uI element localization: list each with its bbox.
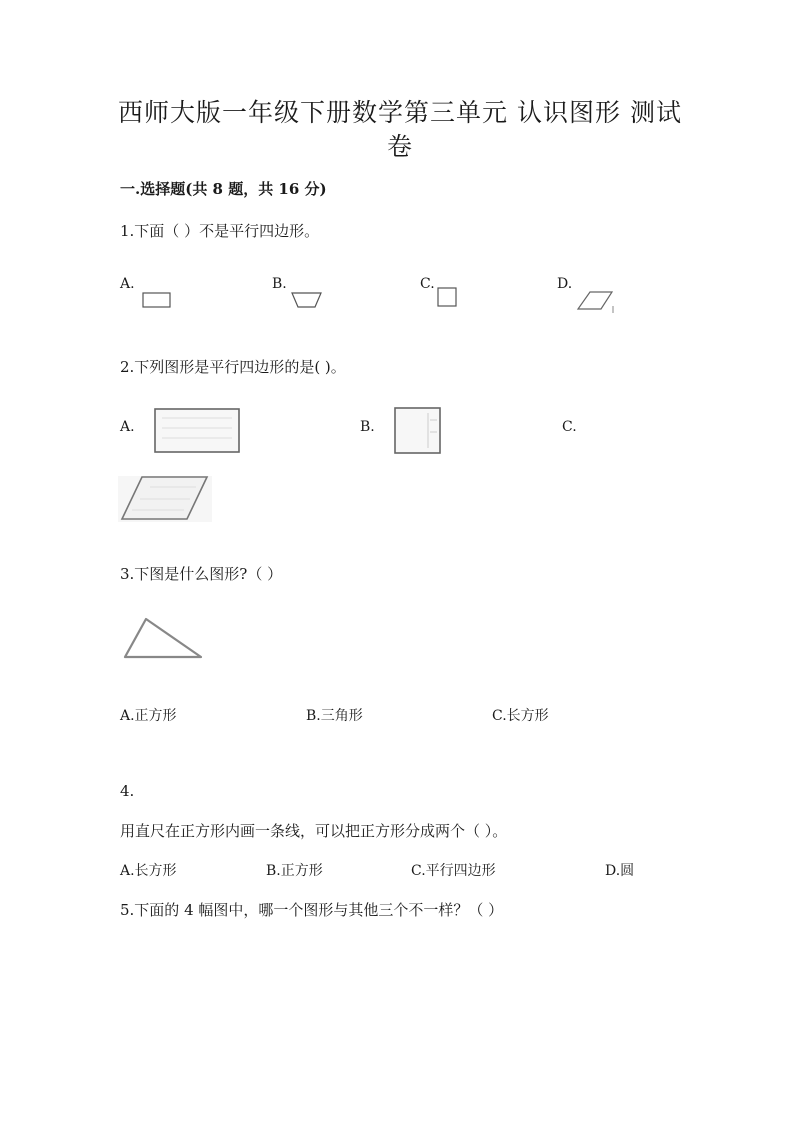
question-3-option-b[interactable]: B.三角形 bbox=[306, 708, 363, 724]
question-4-text: 用直尺在正方形内画一条线，可以把正方形分成两个（ ）。 bbox=[120, 822, 508, 840]
question-4-option-d[interactable]: D.圆 bbox=[605, 863, 635, 879]
question-2-option-b[interactable]: B. bbox=[360, 419, 375, 435]
question-4-option-c[interactable]: C.平行四边形 bbox=[411, 863, 496, 879]
section-heading: 一.选择题(共 8 题，共 16 分) bbox=[120, 180, 327, 198]
question-1-text: 1.下面（ ）不是平行四边形。 bbox=[120, 222, 320, 240]
question-1-option-d[interactable]: D. bbox=[557, 276, 573, 292]
question-5-text: 5.下面的 4 幅图中，哪一个图形与其他三个不一样？（ ） bbox=[120, 901, 504, 919]
question-3-option-a[interactable]: A.正方形 bbox=[120, 708, 177, 724]
question-3-text: 3.下图是什么图形?（ ） bbox=[120, 565, 283, 583]
q3-triangle-shape bbox=[125, 619, 201, 657]
question-1-option-c[interactable]: C. bbox=[420, 276, 435, 292]
question-2-option-c[interactable]: C. bbox=[562, 419, 577, 435]
question-1-option-a[interactable]: A. bbox=[120, 276, 135, 292]
question-4-option-a[interactable]: A.长方形 bbox=[120, 863, 177, 879]
question-4-number: 4. bbox=[120, 782, 135, 800]
question-1-option-b[interactable]: B. bbox=[272, 276, 287, 292]
page-title: 西师大版一年级下册数学第三单元 认识图形 测试 bbox=[118, 98, 682, 127]
question-4-option-b[interactable]: B.正方形 bbox=[266, 863, 323, 879]
question-3-option-c[interactable]: C.长方形 bbox=[492, 708, 549, 724]
page-title-continued: 卷 bbox=[386, 132, 413, 161]
question-2-text: 2.下列图形是平行四边形的是( )。 bbox=[120, 358, 346, 376]
question-2-option-a[interactable]: A. bbox=[120, 419, 135, 435]
